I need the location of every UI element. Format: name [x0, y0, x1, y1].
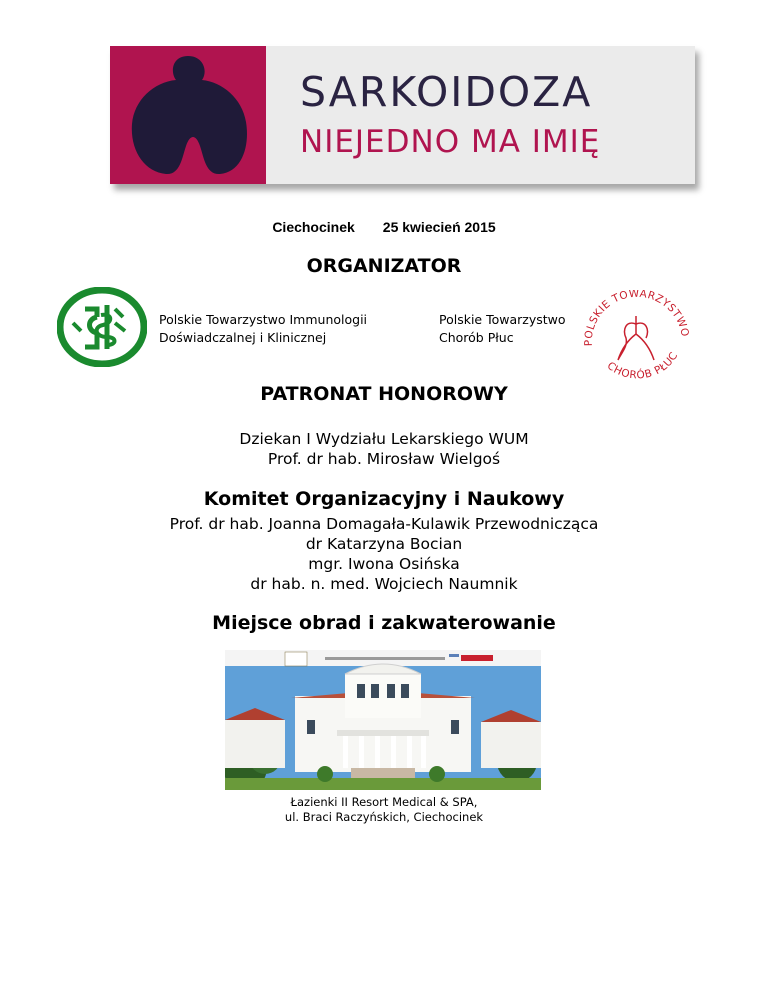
svg-text:POLSKIE TOWARZYSTWO: [583, 290, 691, 346]
patronage-line: Prof. dr hab. Mirosław Wielgoś: [267, 450, 501, 468]
organizer-right-line2: Chorób Płuc: [439, 330, 514, 345]
venue-caption-line2: ul. Braci Raczyńskich, Ciechocinek: [284, 810, 484, 824]
venue-caption-line1: Łazienki II Resort Medical & SPA,: [290, 795, 478, 809]
committee-heading: Komitet Organizacyjny i Naukowy: [203, 488, 565, 510]
patronage-heading: PATRONAT HONOROWY: [260, 383, 508, 405]
organizer-left-line2: Doświadczalnej i Klinicznej: [159, 330, 327, 345]
svg-text:CHORÓB PŁUC: CHORÓB PŁUC: [604, 349, 681, 382]
event-city: Ciechocinek: [272, 219, 355, 235]
venue-caption: [0, 795, 768, 825]
organizer-heading: ORGANIZATOR: [306, 255, 462, 277]
organizer-left-name: [159, 311, 367, 347]
organizer-right-line1: Polskie Towarzystwo: [439, 312, 566, 327]
committee-member: mgr. Iwona Osińska: [308, 555, 460, 573]
patronage-line: Dziekan I Wydziału Lekarskiego WUM: [239, 430, 529, 448]
event-info: [0, 219, 768, 235]
ptchp-logo-icon: [578, 290, 696, 392]
committee-list: [0, 514, 768, 594]
event-date: 25 kwiecień 2015: [382, 219, 496, 235]
sarkoidoza-logo-icon: [110, 46, 266, 184]
ptidik-logo-icon: [57, 287, 147, 371]
organizer-right-name: [439, 311, 566, 347]
banner-title: SARKOIDOZA: [300, 68, 593, 116]
header-banner: [110, 46, 695, 184]
committee-member: dr hab. n. med. Wojciech Naumnik: [250, 575, 518, 593]
banner-subtitle: NIEJEDNO MA IMIĘ: [300, 124, 601, 160]
patronage-list: [0, 429, 768, 469]
venue-heading: Miejsce obrad i zakwaterowanie: [212, 612, 556, 634]
organizer-left-line1: Polskie Towarzystwo Immunologii: [159, 312, 368, 327]
venue-photo: [225, 650, 541, 790]
committee-member: dr Katarzyna Bocian: [305, 535, 463, 553]
committee-member: Prof. dr hab. Joanna Domagała-Kulawik Przewodnicząca: [169, 515, 599, 533]
ptchp-logo-text: POLSKIE TOWARZYSTWO: [582, 290, 691, 347]
